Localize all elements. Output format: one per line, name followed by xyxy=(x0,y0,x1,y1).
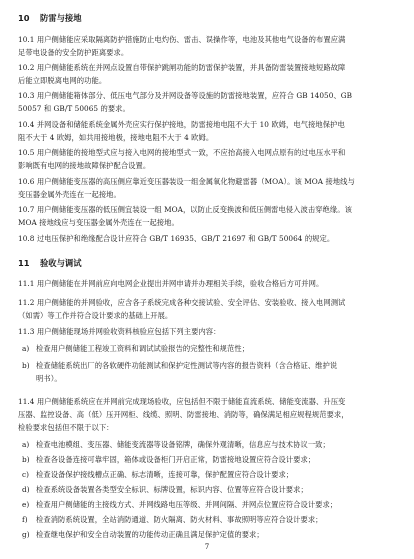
list-text: 检查用户侧储能的主接线方式、并网线路电压等级、并网间隔、并网点位置应符合设计要求； xyxy=(36,500,338,509)
text-line: 10.5 用户侧储能的接地型式应与接入电网的接地型式一致，不应抬高接入电网点原有的过电压水平和 xyxy=(18,148,346,157)
text-line: 压器、监控设备、高（低）压开网柜、线缆、照明、防雷接地、消防等，确保满足相应规程规范要求， xyxy=(18,410,349,419)
list-label: b) xyxy=(22,455,30,464)
list-item-11-4-a xyxy=(22,438,396,451)
section-number: 10 xyxy=(18,13,30,23)
text-line: 阻不大于 4 欧姆，如共用接地极，接地电阻不大于 4 欧姆。 xyxy=(18,133,214,142)
text-line: MOA 接地线应与变压器金属外壳连在一起接地。 xyxy=(18,218,179,227)
text-line: 影响既有电网的接地故障保护配合设置。 xyxy=(18,161,151,170)
paragraph-10-1 xyxy=(18,33,396,59)
list-item-11-4-g xyxy=(22,528,396,541)
list-text: 检查消防系统设置，全站消防通道、防火隔离、防火材料、事故照明等应符合设计要求； xyxy=(36,515,323,524)
section-11-heading xyxy=(18,258,82,268)
paragraph-10-6 xyxy=(18,175,396,201)
text-line: 变压器金属外壳连在一起接地。 xyxy=(18,190,121,199)
text-line: 足带电设备的安全防护距离要求。 xyxy=(18,48,129,57)
list-item-11-4-b xyxy=(22,453,396,466)
text-line: （如需）等工作并符合设计要求的基础上开展。 xyxy=(18,311,173,320)
text-line: 50057 和 GB/T 50065 的要求。 xyxy=(18,104,130,113)
list-text: 检查系统设备装置各类型安全标识、标牌设置，标识内容、位置等应符合设计要求； xyxy=(36,485,308,494)
text-line: 10.4 并网设备和储能系统金属外壳应实行保护接地，防雷接地电阻不大于 10 欧姆，电气接地保护电 xyxy=(18,120,345,129)
paragraph-10-2 xyxy=(18,61,396,87)
list-label: a) xyxy=(22,344,30,353)
text-line: 11.4 用户侧储能系统应在并网前完成现场验收，应包括但不限于储能直流系统、储能变流器、升压变 xyxy=(18,397,346,406)
text-line: 10.7 用户侧储能变压器的低压侧宜装设一组 MOA，以防止反变换波和低压侧雷电侵入波击穿绝缘。该 xyxy=(18,205,352,214)
paragraph-11-3 xyxy=(18,325,396,338)
list-item-11-4-c xyxy=(22,468,396,481)
list-label: f) xyxy=(22,515,28,524)
list-label: c) xyxy=(22,470,30,479)
text-line: 后能立即脱离电网的功能。 xyxy=(18,76,107,85)
list-item-11-4-d xyxy=(22,483,396,496)
paragraph-10-4 xyxy=(18,118,396,144)
list-label: g) xyxy=(22,530,30,539)
list-item-11-4-f xyxy=(22,513,396,526)
text-line: 10.3 用户侧储能箱体部分、低压电气部分及并网设备等设施的防雷接地装置，应符合 GB 14050、GB xyxy=(18,91,353,100)
list-text: 检查用户侧储能工程竣工资料和调试试验报告的完整性和规范性； xyxy=(36,344,250,353)
text-line: 10.8 过电压保护和绝缘配合设计应符合 GB/T 16935、GB/T 21697 和 GB/T 50064 的规定。 xyxy=(18,234,335,243)
text-line: 11.1 用户侧储能在并网前应向电网企业提出并网申请并办理相关手续，验收合格后方可并网。 xyxy=(18,279,324,288)
list-label: a) xyxy=(22,440,30,449)
section-title: 验收与调试 xyxy=(40,258,82,268)
paragraph-10-5 xyxy=(18,146,396,172)
page-number: 7 xyxy=(204,543,210,551)
text-line: 检验要求包括但不限于以下： xyxy=(18,423,114,432)
list-text: 检查继电保护和安全自动装置的功能传动正确且满足保护定值的要求； xyxy=(36,530,264,539)
text-line: 10.2 用户侧储能系统在并网点设置自带保护跳闸功能的防雷保护装置，并具备防雷装置接地短路故障 xyxy=(18,63,346,72)
list-item-11-3-a xyxy=(22,342,396,355)
section-number: 11 xyxy=(18,258,30,268)
text-line: 10.6 用户侧储能变压器的高压侧应靠近变压器装设一组金属氧化物避雷器（MOA）。该 MOA 接地线与 xyxy=(18,177,355,186)
paragraph-10-3 xyxy=(18,89,396,115)
list-label: e) xyxy=(22,500,30,509)
section-title: 防雷与接地 xyxy=(40,13,82,23)
text-line: 10.1 用户侧储能应采取隔离防护措施防止电灼伤、雷击、误操作等，电池及其他电气设备的布置应满 xyxy=(18,35,346,44)
text-line: 11.3 用户侧储能现场并网验收资料核验应包括下列主要内容： xyxy=(18,327,221,336)
paragraph-10-7 xyxy=(18,203,396,229)
paragraph-11-2 xyxy=(18,296,396,322)
paragraph-10-8 xyxy=(18,232,396,245)
list-item-11-4-e xyxy=(22,498,396,511)
paragraph-11-4 xyxy=(18,395,396,434)
text-line: 11.2 用户侧储能的并网验收，应含各子系统完成各种交接试验、安全评估、安装验收、接入电网测试 xyxy=(18,298,346,307)
list-text: 检查储能系统出厂的各软硬件功能测试和保护定性测试等内容的报告资料（含合格证、维护说 xyxy=(36,361,338,370)
list-text: 明书）。 xyxy=(36,374,62,383)
list-text: 检查电池模组、变压器、储能变流器等设备铭牌，确保外观清晰，信息应与技术协议一致； xyxy=(36,440,330,449)
list-text: 检查设备保护接线槽点正确、标志清晰，连接可靠，保护配置应符合设计要求； xyxy=(36,470,294,479)
list-text: 检查各设备连接可靠牢固，箱体或设备柜门开启正常，防雷接地设置应符合设计要求； xyxy=(36,455,316,464)
list-label: b) xyxy=(22,361,30,370)
paragraph-11-1 xyxy=(18,277,396,290)
list-label: d) xyxy=(22,485,30,494)
list-item-11-3-b xyxy=(22,359,396,385)
section-10-heading xyxy=(18,13,82,23)
